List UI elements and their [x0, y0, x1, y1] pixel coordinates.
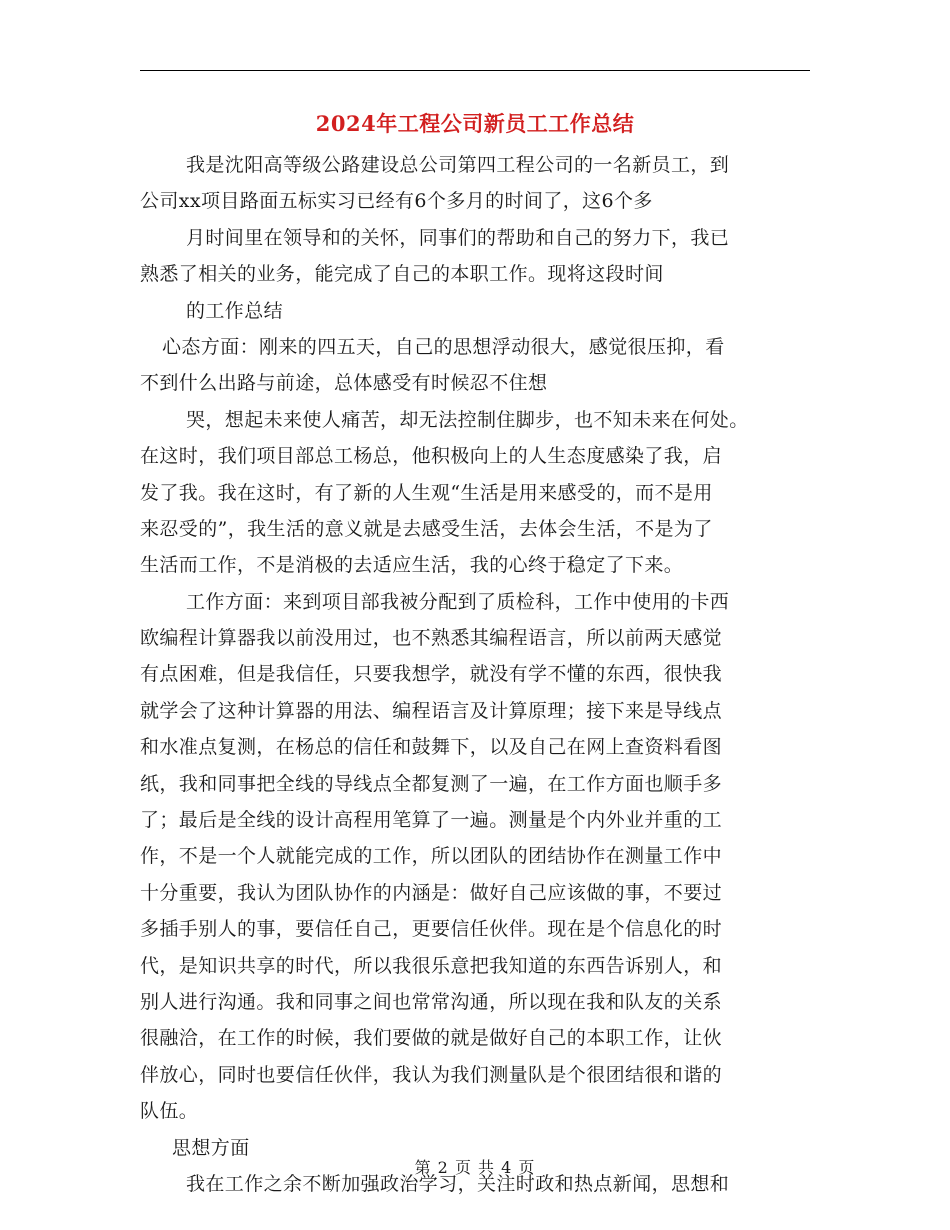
text-line: 代，是知识共享的时代，所以我很乐意把我知道的东西告诉别人，和 [140, 954, 723, 977]
text-line: 就学会了这种计算器的用法、编程语言及计算原理；接下来是导线点 [140, 699, 723, 722]
text-line: 了；最后是全线的设计高程用笔算了一遍。测量是个内外业并重的工 [140, 809, 723, 832]
text-line: 伴放心，同时也要信任伙伴，我认为我们测量队是个很团结很和谐的 [140, 1063, 723, 1086]
text-line: 熟悉了相关的业务，能完成了自己的本职工作。现将这段时间 [140, 263, 664, 286]
text-line: 别人进行沟通。我和同事之间也常常沟通，所以现在我和队友的关系 [140, 990, 723, 1013]
text-line: 十分重要，我认为团队协作的内涵是：做好自己应该做的事，不要过 [140, 881, 723, 904]
text-line: 和水准点复测，在杨总的信任和鼓舞下，以及自己在网上查资料看图 [140, 736, 723, 759]
text-line: 作，不是一个人就能完成的工作，所以团队的团结协作在测量工作中 [140, 845, 723, 868]
text-line: 工作方面：来到项目部我被分配到了质检科，工作中使用的卡西 [186, 590, 730, 613]
text-line: 有点困难，但是我信任，只要我想学，就没有学不懂的东西，很快我 [140, 663, 723, 686]
document-body [140, 147, 810, 1202]
text-line: 哭，想起未来使人痛苦，却无法控制住脚步，也不知未来在何处。 [186, 408, 749, 431]
document-title: 2024年工程公司新员工工作总结 [315, 111, 635, 136]
text-line: 我是沈阳高等级公路建设总公司第四工程公司的一名新员工，到 [186, 154, 730, 176]
text-line: 我在工作之余不断加强政治学习，关注时政和热点新闻，思想和 [186, 1172, 730, 1195]
section-heading: 思想方面 [172, 1136, 250, 1159]
text-line: 来忍受的”，我生活的意义就是去感受生活，去体会生活，不是为了 [140, 517, 713, 540]
text-line: 公司xx项目路面五标实习已经有6个多月的时间了，这6个多 [140, 190, 653, 213]
text-line: 很融洽，在工作的时候，我们要做的就是做好自己的本职工作，让伙 [140, 1027, 723, 1050]
text-line: 欧编程计算器我以前没用过，也不熟悉其编程语言，所以前两天感觉 [140, 627, 723, 650]
text-line: 月时间里在领导和的关怀，同事们的帮助和自己的努力下，我已 [186, 226, 730, 249]
header-rule [140, 70, 810, 71]
page-number-footer: 第 2 页 共 4 页 [414, 1158, 536, 1177]
text-line: 心态方面：刚来的四五天，自己的思想浮动很大，感觉很压抑，看 [162, 335, 725, 358]
text-line: 多插手别人的事，要信任自己，更要信任伙伴。现在是个信息化的时 [140, 918, 723, 941]
text-line: 纸，我和同事把全线的导线点全都复测了一遍，在工作方面也顺手多 [140, 772, 723, 795]
text-line: 不到什么出路与前途，总体感受有时候忍不住想 [140, 372, 548, 395]
text-line: 的工作总结 [186, 299, 284, 322]
text-line: 在这时，我们项目部总工杨总，他积极向上的人生态度感染了我，启 [140, 445, 723, 468]
text-line: 发了我。我在这时，有了新的人生观“生活是用来感受的，而不是用 [140, 481, 713, 504]
text-line: 生活而工作，不是消极的去适应生活，我的心终于稳定了下来。 [140, 554, 684, 577]
text-line: 队伍。 [140, 1100, 199, 1123]
